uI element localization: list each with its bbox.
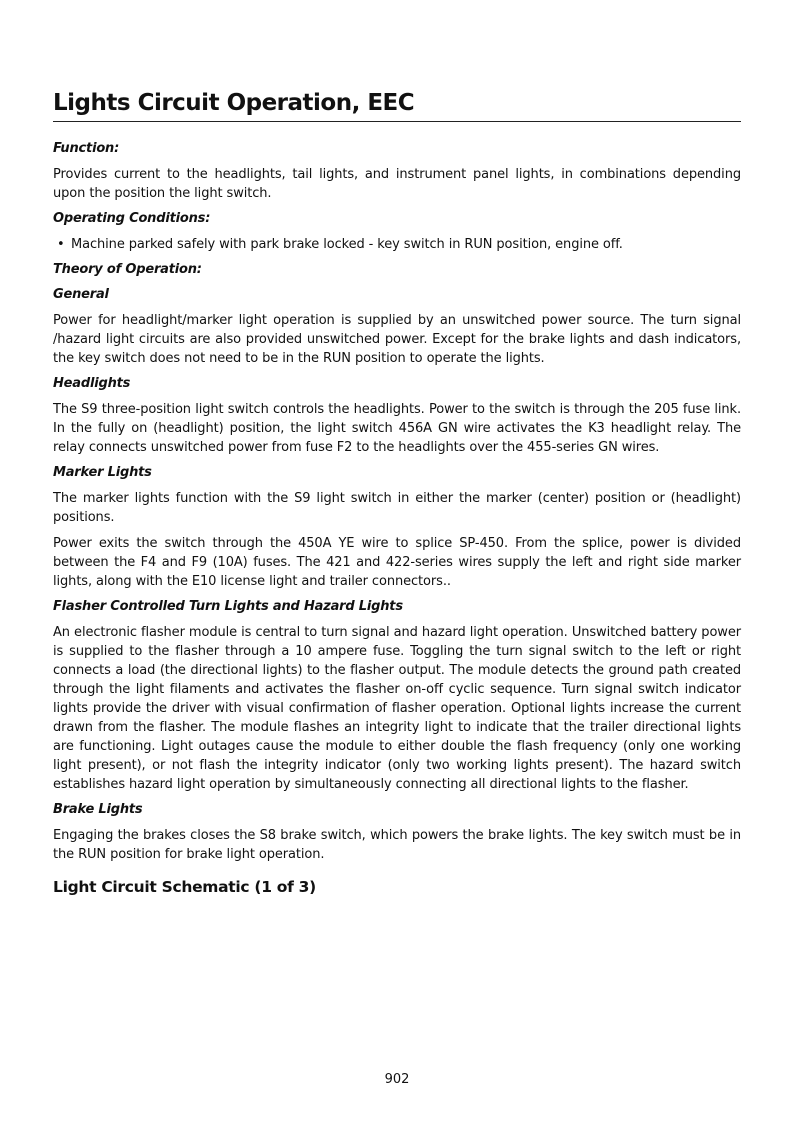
function-heading: Function: [53, 141, 120, 156]
operating-conditions-heading: Operating Conditions: [53, 211, 211, 226]
function-text: Provides current to the headlights, tail lights, and instrument panel lights, in combinations depending upon the position the light switch. [53, 167, 741, 201]
page-number: 902 [384, 1072, 410, 1087]
brake-lights-text: Engaging the brakes closes the S8 brake switch, which powers the brake lights. The key switch must be in the RUN position for brake light operation. [53, 828, 741, 862]
marker-lights-text-2: Power exits the switch through the 450A YE wire to splice SP-450. From the splice, power is divided between the F4 and F9 (10A) fuses. The 421 and 422-series wires supply the left and right side marker lights, along with the E10 license light and trailer connectors.. [53, 536, 741, 589]
bullet-icon: • [57, 237, 65, 252]
document-body [53, 140, 741, 898]
flasher-text: An electronic flasher module is central to turn signal and hazard light operation. Unswitched battery power is supplied to the flasher through a 10 ampere fuse. Toggling the turn signal switch to the left or right connects a load (the directional lights) to the flasher output. The module detects the ground path created through the light filaments and activates the flasher on-off cyclic sequence. Turn signal switch indicator lights provide the driver with visual confirmation of flasher operation. Optional lights increase the current drawn from the flasher. The module flashes an integrity light to indicate that the trailer directional lights are functioning. Light outages cause the module to either double the flash frequency (only one working light present), or not flash the integrity indicator (only two working lights present). The hazard switch establishes hazard light operation by simultaneously connecting all directional lights to the flasher. [53, 625, 741, 792]
page-title: Lights Circuit Operation, EEC [53, 86, 741, 122]
theory-heading: Theory of Operation: [53, 262, 202, 277]
list-item-text: Machine parked safely with park brake locked - key switch in RUN position, engine off. [71, 237, 623, 252]
marker-lights-heading: Marker Lights [53, 465, 152, 480]
schematic-heading: Light Circuit Schematic (1 of 3) [53, 878, 316, 896]
general-heading: General [53, 287, 109, 302]
list-item [53, 235, 741, 254]
flasher-heading: Flasher Controlled Turn Lights and Hazard Lights [53, 599, 403, 614]
headlights-heading: Headlights [53, 376, 131, 391]
brake-lights-heading: Brake Lights [53, 802, 143, 817]
headlights-text: The S9 three-position light switch controls the headlights. Power to the switch is through the 205 fuse link. In the fully on (headlight) position, the light switch 456A GN wire activates the K3 headlight relay. The relay connects unswitched power from fuse F2 to the headlights over the 455-series GN wires. [53, 402, 741, 455]
operating-conditions-list [53, 235, 741, 254]
marker-lights-text-1: The marker lights function with the S9 light switch in either the marker (center) position or (headlight) positions. [53, 491, 741, 525]
general-text: Power for headlight/marker light operation is supplied by an unswitched power source. The turn signal /hazard light circuits are also provided unswitched power. Except for the brake lights and dash indicators, the key switch does not need to be in the RUN position to operate the lights. [53, 313, 741, 366]
